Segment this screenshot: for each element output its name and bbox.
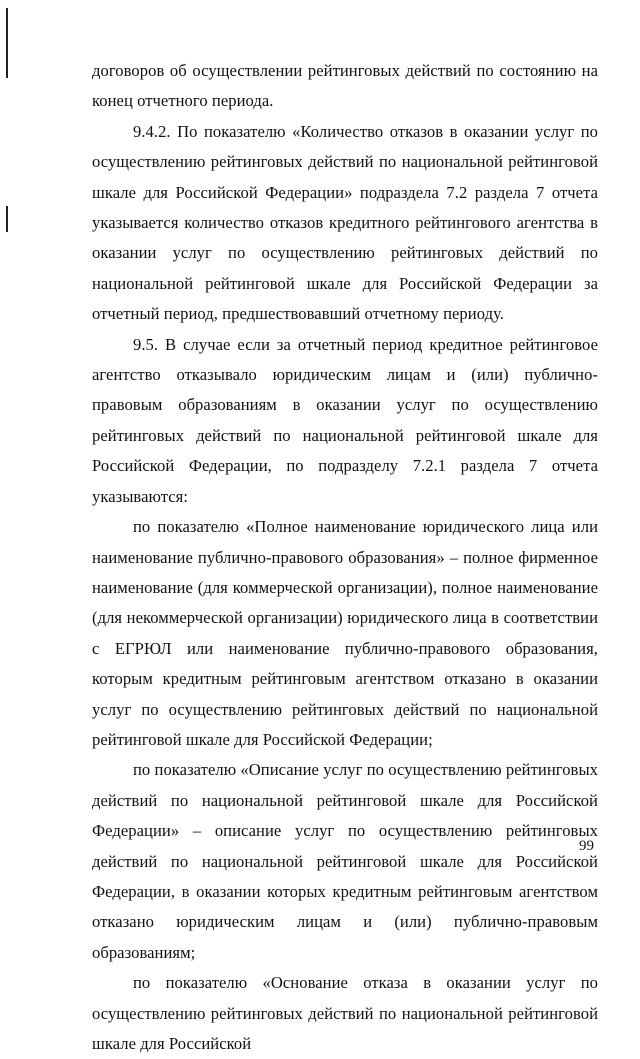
paragraph-service-description-indicator: по показателю «Описание услуг по осуществлению рейтинговых действий по национальной рейтинговой шкале для Российской Федерации» – описание услуг по осуществлению рейтинговых действий по национальной рейтинговой шкале для Российской Федерации, в оказании которых кредитным рейтинговым агентством отказано юридическим лицам и (или) публично-правовым образованиям; (92, 760, 598, 962)
paragraph-refusal-basis-indicator: по показателю «Основание отказа в оказании услуг по осуществлению рейтинговых действий по национальной рейтинговой шкале для Российской (92, 973, 598, 1053)
scan-margin-mark (6, 8, 8, 78)
paragraph-9-4-2: 9.4.2. По показателю «Количество отказов в оказании услуг по осуществлению рейтинговых действий по национальной рейтинговой шкале для Российской Федерации» подраздела 7.2 раздела 7 отчета указывается количество отказов кредитного рейтингового агентства в оказании услуг по осуществлению рейтинговых действий по национальной рейтинговой шкале для Российской Федерации за отчетный период, предшествовавший отчетному периоду. (92, 121, 598, 324)
paragraph-9-5: 9.5. В случае если за отчетный период кредитное рейтинговое агентство отказывало юридическим лицам и (или) публично-правовым образованиям в оказании услуг по осуществлению рейтинговых действий по национальной рейтинговой шкале для Российской Федерации, по подразделу 7.2.1 раздела 7 отчета указываются: (92, 334, 598, 506)
document-body (92, 56, 598, 1059)
scan-margin-mark (6, 206, 8, 232)
page-number: 99 (579, 838, 594, 854)
paragraph-continuation: договоров об осуществлении рейтинговых действий по состоянию на конец отчетного периода. (92, 61, 598, 111)
paragraph-full-name-indicator: по показателю «Полное наименование юридического лица или наименование публично-правового образования» – полное фирменное наименование (для коммерческой организации), полное наименование (для некоммерческой организации) юридического лица в соответствии с ЕГРЮЛ или наименование публично-правового образования, которым кредитным рейтинговым агентством отказано в оказании услуг по осуществлению рейтинговых действий по национальной рейтинговой шкале для Российской Федерации; (92, 517, 598, 749)
